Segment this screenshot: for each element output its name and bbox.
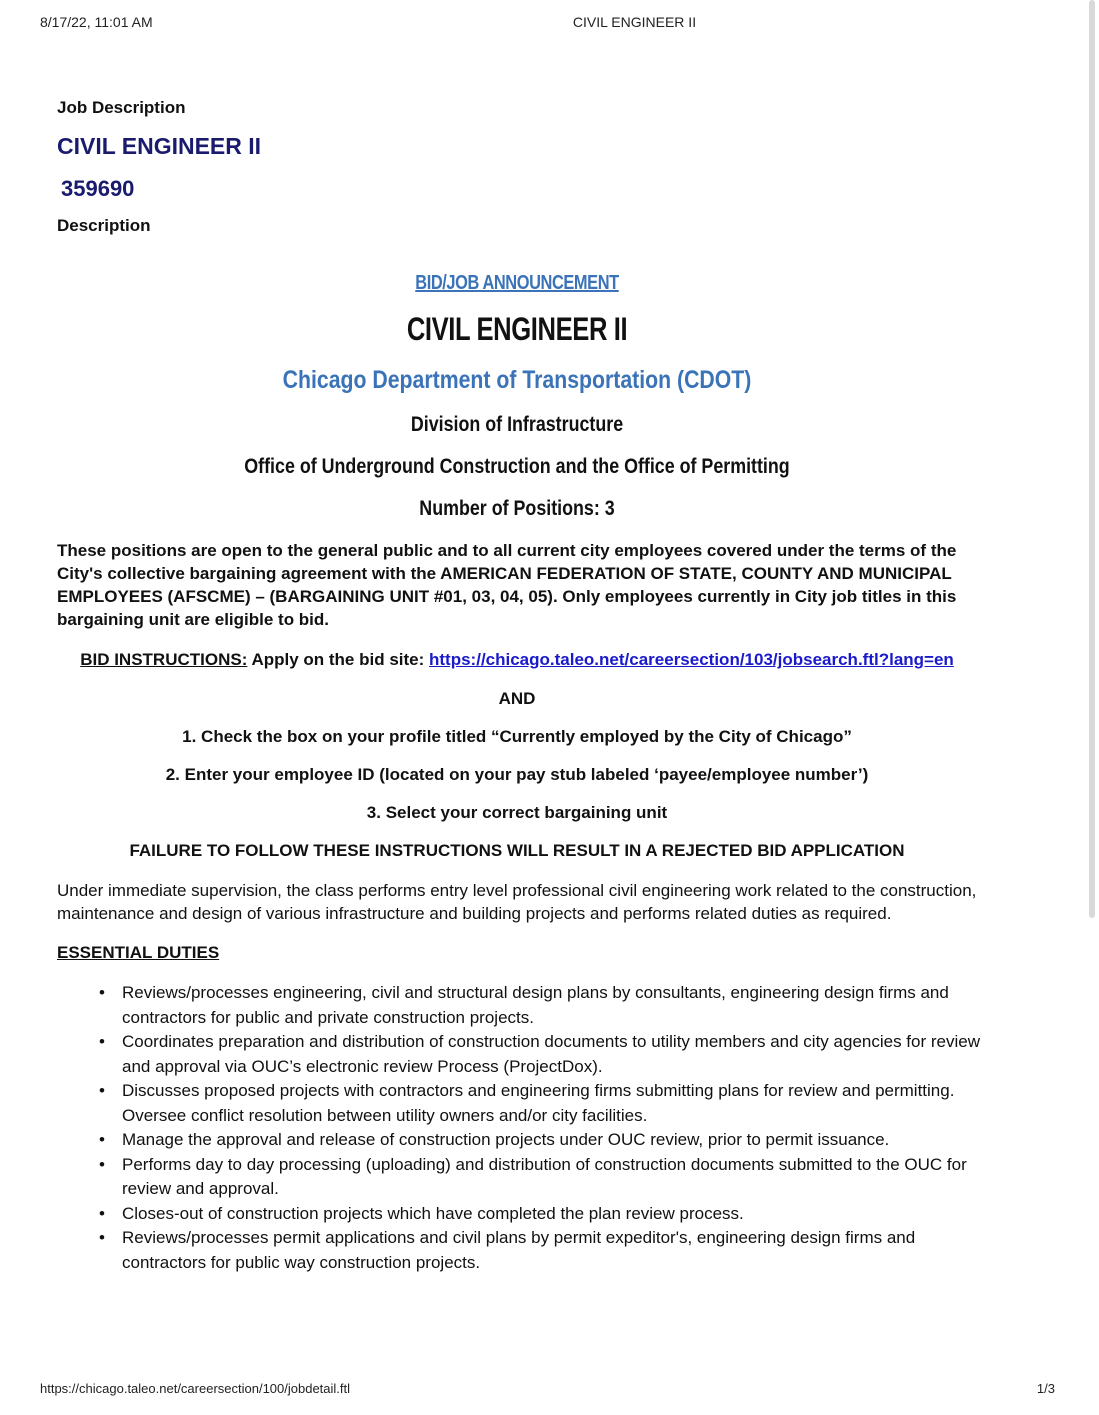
and-text: AND (498, 689, 536, 708)
list-item (99, 981, 982, 1030)
bid-instructions (57, 648, 977, 671)
duty-text: Discusses proposed projects with contractors and engineering firms submitting plans for review and permitting. Oversee conflict resolution between utility owners and/or city facilities. (122, 1081, 955, 1125)
scrollbar-thumb[interactable] (1089, 0, 1095, 918)
bullet-icon: • (99, 1081, 105, 1100)
bid-announcement-link[interactable]: BID/JOB ANNOUNCEMENT (415, 272, 619, 294)
duty-text: Reviews/processes permit applications and civil plans by permit expeditor's, engineering design firms and contractors for public way construction projects. (122, 1228, 916, 1272)
bullet-icon: • (99, 983, 105, 1002)
duty-text: Manage the approval and release of construction projects under OUC review, prior to permit issuance. (122, 1130, 890, 1149)
duty-text: Reviews/processes engineering, civil and structural design plans by consultants, engineering design firms and contractors for public and private construction projects. (122, 983, 949, 1027)
bid-instructions-text: Apply on the bid site: (247, 650, 430, 669)
announcement-title: CIVIL ENGINEER II (406, 311, 628, 347)
print-footer-url: https://chicago.taleo.net/careersection/100/jobdetail.ftl (40, 1381, 351, 1396)
eligibility-paragraph: These positions are open to the general public and to all current city employees covered under the terms of the City's collective bargaining agreement with the AMERICAN FEDERATION OF STATE, COUNTY AND MUNICIPAL EMPLOYEES (AFSCME) – (BARGAINING UNIT #01, 03, 04, 05). Only employees currently in City job titles in this bargaining unit are eligible to bid. (57, 541, 957, 629)
list-item (99, 1030, 982, 1079)
failure-warning: FAILURE TO FOLLOW THESE INSTRUCTIONS WILL RESULT IN A REJECTED BID APPLICATION (129, 841, 905, 860)
essential-duties-heading: ESSENTIAL DUTIES (57, 943, 220, 962)
summary-paragraph: Under immediate supervision, the class performs entry level professional civil engineering work related to the construction, maintenance and design of various infrastructure and building projects and performs related duties as required. (57, 881, 977, 923)
list-item (99, 1153, 982, 1202)
job-description-label: Job Description (57, 98, 186, 117)
print-datetime: 8/17/22, 11:01 AM (40, 14, 153, 30)
division-name: Division of Infrastructure (410, 413, 624, 436)
print-page-number: 1/3 (1036, 1381, 1055, 1396)
bid-step-3: 3. Select your correct bargaining unit (366, 803, 668, 822)
bid-step-1: 1. Check the box on your profile titled “Currently employed by the City of Chicago” (182, 727, 852, 746)
job-description-content (57, 98, 980, 1275)
bullet-icon: • (99, 1154, 105, 1174)
print-title: CIVIL ENGINEER II (572, 14, 697, 30)
bullet-icon: • (99, 1130, 105, 1149)
description-label: Description (57, 216, 151, 235)
job-id: 359690 (61, 176, 135, 201)
duty-text: Performs day to day processing (uploading) and distribution of construction documents submitted to the OUC for review and approval. (122, 1154, 967, 1198)
job-title: CIVIL ENGINEER II (57, 133, 262, 159)
number-of-positions: Number of Positions: 3 (419, 497, 615, 520)
bullet-icon: • (99, 1228, 105, 1247)
list-item (99, 1128, 982, 1153)
bullet-icon: • (99, 1203, 105, 1223)
list-item (99, 1226, 982, 1275)
bid-instructions-label: BID INSTRUCTIONS: (80, 650, 248, 669)
office-name: Office of Underground Construction and the Office of Permitting (244, 455, 790, 478)
department-name: Chicago Department of Transportation (CDOT) (282, 366, 752, 394)
bullet-icon: • (99, 1032, 105, 1051)
scrollbar[interactable] (1087, 0, 1095, 920)
bid-step-2: 2. Enter your employee ID (located on your pay stub labeled ‘payee/employee number’) (165, 765, 869, 784)
list-item (99, 1079, 982, 1128)
duty-text: Coordinates preparation and distribution of construction documents to utility members and city agencies for review and approval via OUC’s electronic review Process (ProjectDox). (122, 1032, 980, 1076)
essential-duties-list (57, 981, 982, 1275)
bid-site-link[interactable]: https://chicago.taleo.net/careersection/103/jobsearch.ftl?lang=en (429, 650, 954, 669)
duty-text: Closes-out of construction projects which have completed the plan review process. (122, 1203, 744, 1223)
list-item (99, 1202, 982, 1227)
